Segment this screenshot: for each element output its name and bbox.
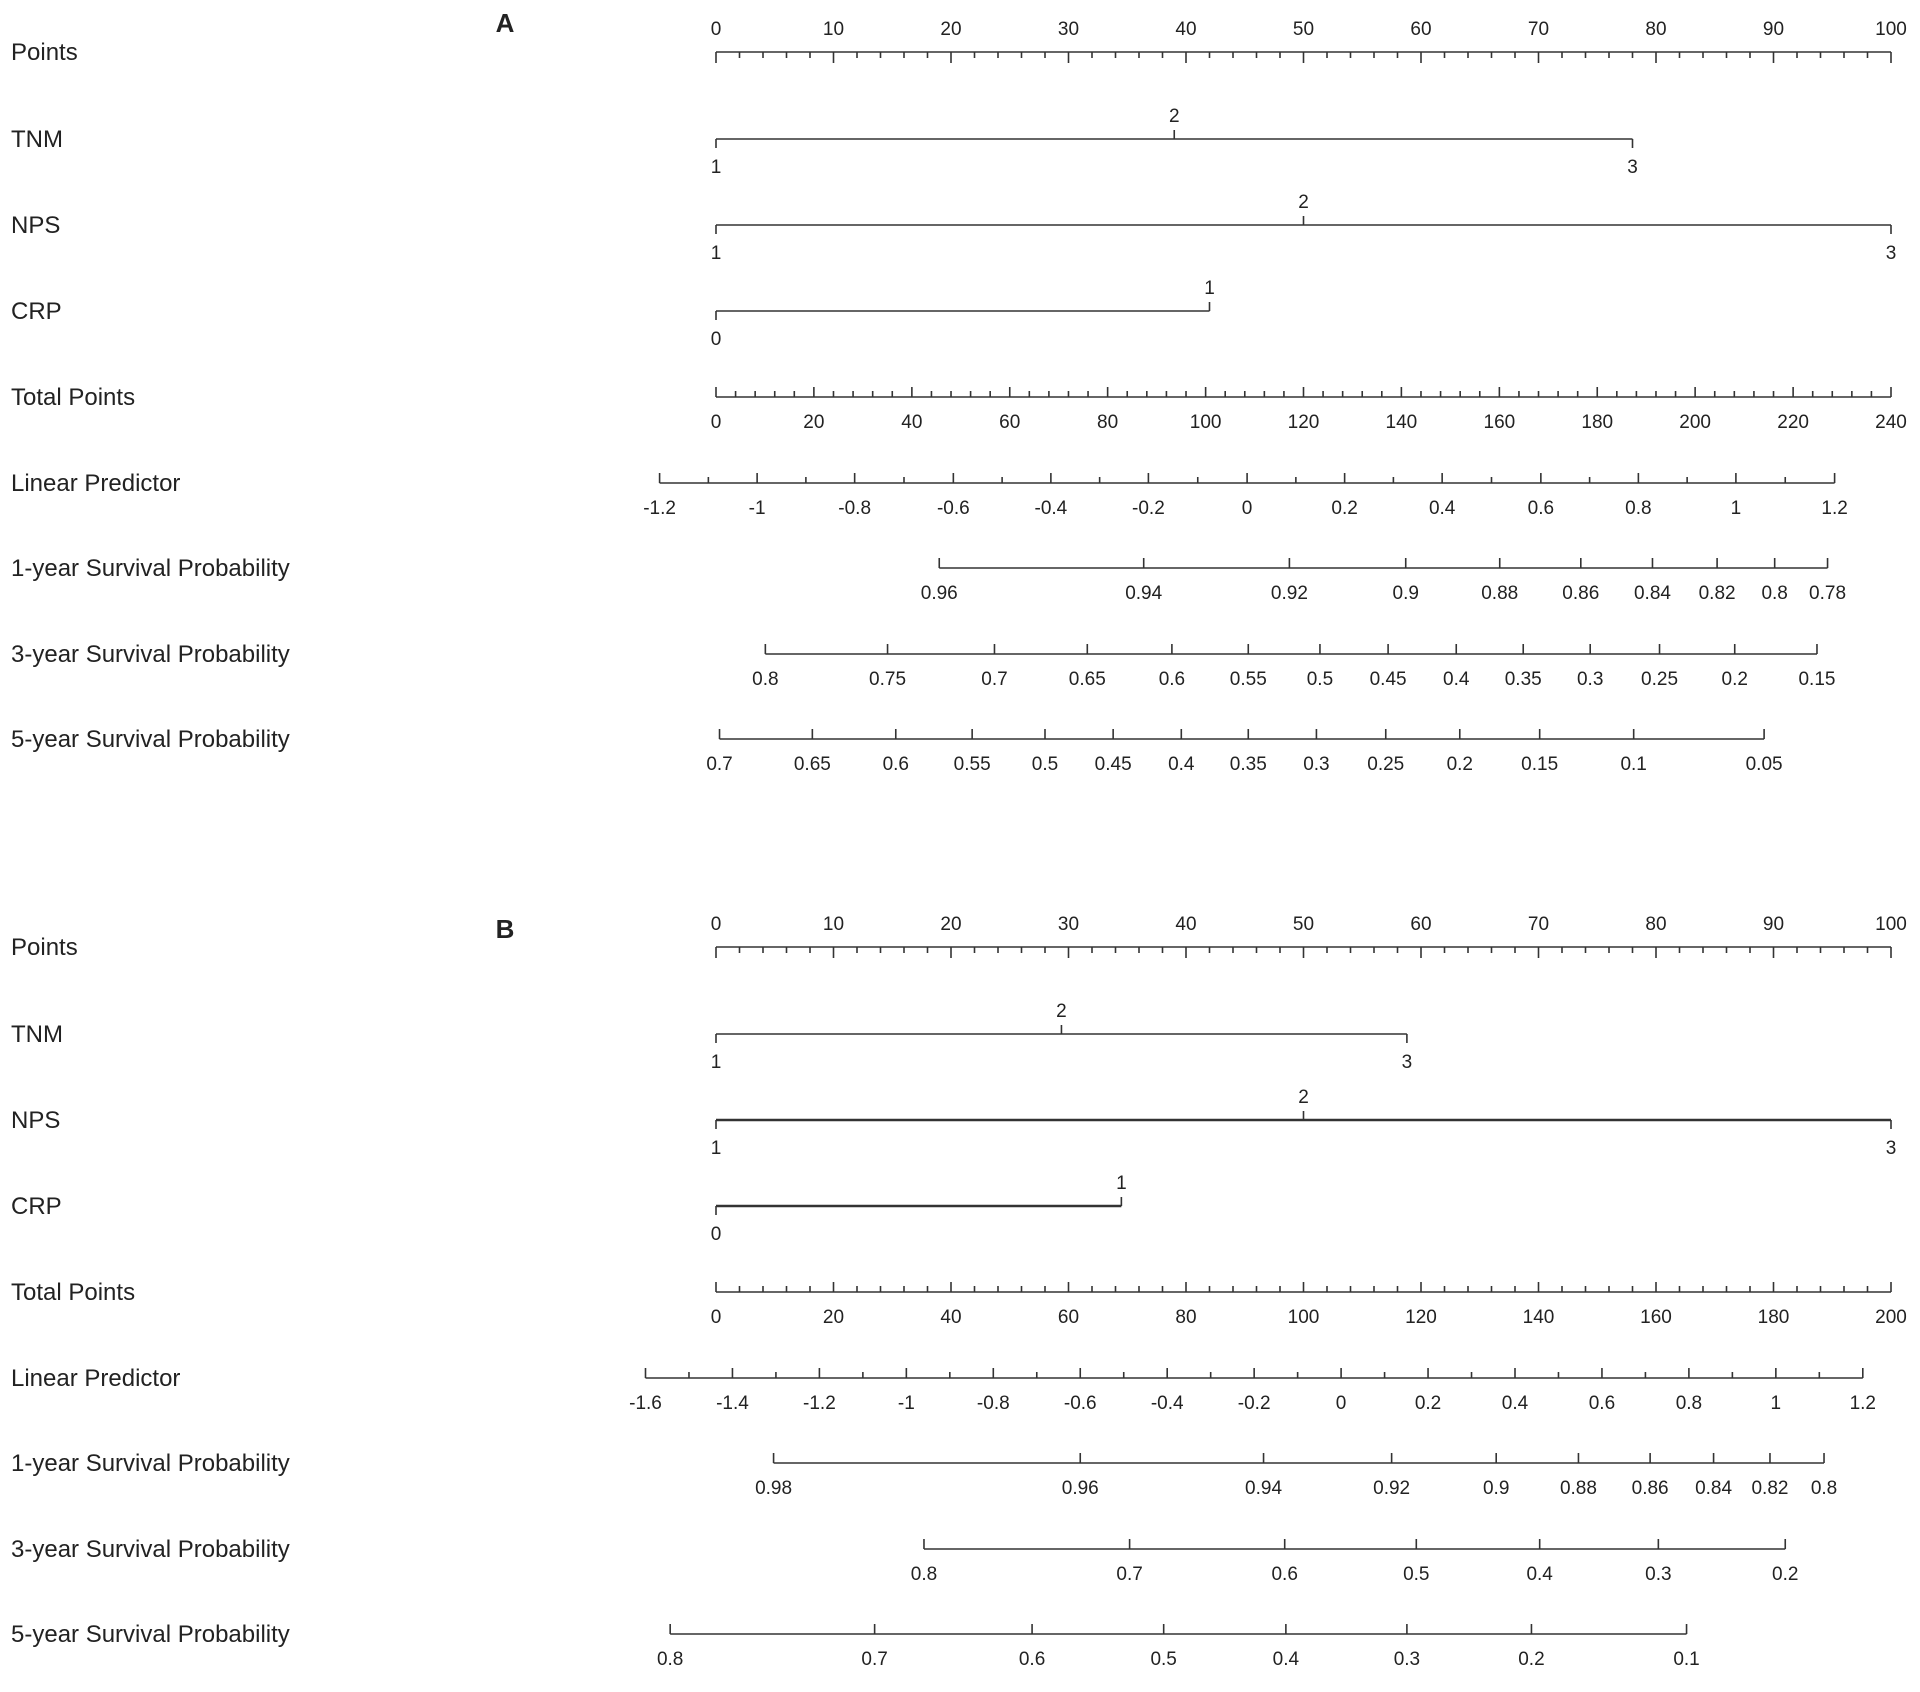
tick-label: 60	[1410, 914, 1432, 935]
level-label: 1	[710, 157, 722, 178]
row-total-points	[11, 1279, 1907, 1328]
tick-label: 0.6	[882, 754, 909, 775]
row-1-year-survival-probability	[11, 555, 1846, 604]
tick-label: 100	[1875, 914, 1907, 935]
tick-label: 20	[803, 412, 825, 433]
tick-label: 0.7	[1116, 1564, 1143, 1585]
tick-label: -1	[748, 498, 766, 519]
panel-letter: B	[495, 914, 515, 944]
row-total-points	[11, 384, 1907, 433]
tick-label: 0.25	[1367, 754, 1405, 775]
tick-label: -0.4	[1150, 1393, 1184, 1414]
tick-label: -0.6	[936, 498, 970, 519]
row-tnm	[11, 106, 1638, 178]
tick-label: 30	[1057, 914, 1080, 935]
tick-label: 160	[1483, 412, 1516, 433]
tick-label: 0.96	[1061, 1478, 1099, 1499]
tick-label: 1.2	[1821, 498, 1848, 519]
row-nps	[11, 192, 1896, 264]
level-label: 1	[710, 243, 722, 264]
row-linear-predictor	[11, 1365, 1876, 1414]
tick-label: 50	[1292, 914, 1315, 935]
row-crp	[11, 278, 1215, 350]
tick-label: 60	[1057, 1307, 1080, 1328]
level-label: 2	[1298, 1087, 1309, 1108]
tick-label: 60	[999, 412, 1021, 433]
level-label: 1	[710, 1052, 722, 1073]
level-label: 0	[710, 329, 722, 350]
tick-label: 0.2	[1446, 754, 1473, 775]
tick-label: 40	[1175, 19, 1197, 40]
tick-label: 80	[1645, 914, 1667, 935]
level-label: 3	[1401, 1052, 1413, 1073]
tick-label: 0.8	[1625, 498, 1652, 519]
tick-label: 0.8	[1675, 1393, 1703, 1414]
tick-label: 0.9	[1482, 1478, 1510, 1499]
tick-label: -0.8	[976, 1393, 1010, 1414]
tick-label: 60	[1410, 19, 1432, 40]
tick-label: 20	[940, 914, 962, 935]
tick-label: 0.2	[1414, 1393, 1442, 1414]
row-label: Points	[11, 39, 78, 66]
panel-a	[11, 8, 1907, 775]
tick-label: -1.2	[803, 1393, 836, 1414]
tick-label: 0	[1241, 498, 1253, 519]
row-label: Linear Predictor	[11, 470, 181, 497]
tick-label: 0.8	[656, 1649, 684, 1670]
tick-label: 0.94	[1125, 583, 1163, 604]
tick-label: 20	[940, 19, 962, 40]
tick-label: -0.6	[1063, 1393, 1097, 1414]
tick-label: 90	[1762, 19, 1785, 40]
row-label: Total Points	[11, 384, 136, 411]
tick-label: 0.84	[1633, 583, 1671, 604]
tick-label: 50	[1292, 19, 1315, 40]
tick-label: -1.6	[629, 1393, 662, 1414]
row-tnm	[11, 1001, 1412, 1073]
row-label: NPS	[11, 1107, 61, 1134]
row-label: 1-year Survival Probability	[11, 1450, 290, 1477]
tick-label: 0.84	[1695, 1478, 1733, 1499]
tick-label: 0.86	[1631, 1478, 1669, 1499]
row-label: CRP	[11, 1193, 62, 1220]
tick-label: 0.5	[1031, 754, 1059, 775]
tick-label: 40	[940, 1307, 962, 1328]
tick-label: 120	[1287, 412, 1320, 433]
level-label: 2	[1056, 1001, 1067, 1022]
tick-label: 0.45	[1094, 754, 1132, 775]
tick-label: 200	[1875, 1307, 1907, 1328]
tick-label: 0.9	[1392, 583, 1419, 604]
tick-label: 1.2	[1849, 1393, 1877, 1414]
level-label: 1	[1204, 278, 1215, 299]
tick-label: 0.3	[1303, 754, 1330, 775]
tick-label: 180	[1757, 1307, 1790, 1328]
tick-label: 0.15	[1521, 754, 1559, 775]
tick-label: -0.8	[838, 498, 872, 519]
level-label: 2	[1298, 192, 1309, 213]
tick-label: -0.4	[1034, 498, 1068, 519]
tick-label: 0.8	[910, 1564, 938, 1585]
row-label: Linear Predictor	[11, 1365, 181, 1392]
tick-label: 0.7	[981, 669, 1008, 690]
tick-label: 0.3	[1393, 1649, 1421, 1670]
tick-label: 0.78	[1809, 583, 1847, 604]
tick-label: 100	[1189, 412, 1222, 433]
row-3-year-survival-probability	[11, 1536, 1798, 1585]
tick-label: 0.2	[1518, 1649, 1545, 1670]
row-label: Points	[11, 934, 78, 961]
row-points	[11, 19, 1907, 66]
row-label: 1-year Survival Probability	[11, 555, 290, 582]
row-points	[11, 914, 1907, 961]
tick-label: 0.2	[1721, 669, 1748, 690]
row-label: 3-year Survival Probability	[11, 641, 290, 668]
tick-label: 10	[822, 914, 845, 935]
level-label: 3	[1885, 1138, 1897, 1159]
tick-label: 70	[1527, 19, 1550, 40]
tick-label: 0.4	[1501, 1393, 1529, 1414]
row-nps	[11, 1087, 1896, 1159]
level-label: 1	[1116, 1173, 1127, 1194]
tick-label: 200	[1679, 412, 1711, 433]
tick-label: 0.7	[706, 754, 733, 775]
tick-label: 0	[710, 1307, 722, 1328]
tick-label: 1	[1730, 498, 1742, 519]
tick-label: 0.8	[752, 669, 779, 690]
tick-label: 0.3	[1645, 1564, 1672, 1585]
tick-label: 0.2	[1772, 1564, 1799, 1585]
tick-label: 0	[710, 19, 722, 40]
tick-label: 0.5	[1306, 669, 1334, 690]
tick-label: 0.65	[793, 754, 831, 775]
tick-label: 0.55	[953, 754, 991, 775]
level-label: 0	[710, 1224, 722, 1245]
tick-label: 0.15	[1798, 669, 1836, 690]
tick-label: 0.4	[1168, 754, 1195, 775]
row-crp	[11, 1173, 1127, 1245]
tick-label: -0.2	[1237, 1393, 1271, 1414]
tick-label: 0.6	[1527, 498, 1555, 519]
tick-label: 0.3	[1576, 669, 1604, 690]
tick-label: 0.92	[1270, 583, 1308, 604]
tick-label: 0.6	[1271, 1564, 1298, 1585]
tick-label: 10	[822, 19, 845, 40]
tick-label: 0.55	[1229, 669, 1267, 690]
row-1-year-survival-probability	[11, 1450, 1837, 1499]
tick-label: 0.7	[861, 1649, 888, 1670]
tick-label: 160	[1640, 1307, 1672, 1328]
tick-label: 0.88	[1481, 583, 1519, 604]
tick-label: 90	[1762, 914, 1785, 935]
level-label: 3	[1885, 243, 1897, 264]
row-label: 3-year Survival Probability	[11, 1536, 290, 1563]
tick-label: 0.5	[1150, 1649, 1177, 1670]
tick-label: 180	[1581, 412, 1614, 433]
level-label: 1	[710, 1138, 722, 1159]
row-label: Total Points	[11, 1279, 136, 1306]
row-label: 5-year Survival Probability	[11, 1621, 290, 1648]
tick-label: 0.6	[1588, 1393, 1616, 1414]
row-5-year-survival-probability	[11, 726, 1783, 775]
tick-label: 0.92	[1373, 1478, 1411, 1499]
tick-label: 0.8	[1810, 1478, 1838, 1499]
tick-label: 0	[710, 412, 722, 433]
row-5-year-survival-probability	[11, 1621, 1700, 1670]
tick-label: 40	[1175, 914, 1197, 935]
row-3-year-survival-probability	[11, 641, 1835, 690]
tick-label: 0.82	[1698, 583, 1736, 604]
tick-label: 100	[1875, 19, 1907, 40]
tick-label: 0.1	[1673, 1649, 1700, 1670]
tick-label: 0.75	[869, 669, 907, 690]
tick-label: -0.2	[1132, 498, 1165, 519]
tick-label: 0.6	[1018, 1649, 1046, 1670]
tick-label: 0.4	[1443, 669, 1470, 690]
tick-label: -1.2	[643, 498, 676, 519]
tick-label: 0.35	[1504, 669, 1542, 690]
level-label: 2	[1168, 106, 1180, 127]
tick-label: 80	[1097, 412, 1119, 433]
tick-label: 80	[1175, 1307, 1197, 1328]
tick-label: 1	[1770, 1393, 1782, 1414]
tick-label: 0.5	[1403, 1564, 1430, 1585]
row-linear-predictor	[11, 470, 1848, 519]
tick-label: 0.82	[1751, 1478, 1789, 1499]
tick-label: 70	[1527, 914, 1550, 935]
panel-letter: A	[495, 8, 515, 38]
tick-label: 0.4	[1428, 498, 1456, 519]
tick-label: 40	[901, 412, 923, 433]
tick-label: 220	[1777, 412, 1809, 433]
tick-label: 0.25	[1641, 669, 1679, 690]
tick-label: 100	[1287, 1307, 1320, 1328]
row-label: TNM	[11, 1021, 63, 1048]
tick-label: 0.96	[920, 583, 958, 604]
row-label: NPS	[11, 212, 61, 239]
tick-label: 0	[1335, 1393, 1347, 1414]
tick-label: 20	[822, 1307, 845, 1328]
tick-label: -1	[897, 1393, 915, 1414]
tick-label: 0.98	[755, 1478, 793, 1499]
tick-label: 30	[1057, 19, 1080, 40]
tick-label: 0.45	[1369, 669, 1407, 690]
tick-label: -1.4	[716, 1393, 749, 1414]
tick-label: 0.1	[1620, 754, 1647, 775]
tick-label: 0.35	[1229, 754, 1267, 775]
tick-label: 0.8	[1761, 583, 1788, 604]
tick-label: 0.65	[1068, 669, 1106, 690]
tick-label: 0.94	[1245, 1478, 1283, 1499]
tick-label: 0.4	[1272, 1649, 1300, 1670]
tick-label: 0.6	[1158, 669, 1186, 690]
tick-label: 0.88	[1559, 1478, 1597, 1499]
tick-label: 0.05	[1745, 754, 1783, 775]
level-label: 3	[1627, 157, 1638, 178]
tick-label: 140	[1522, 1307, 1555, 1328]
tick-label: 240	[1875, 412, 1907, 433]
tick-label: 0	[710, 914, 722, 935]
tick-label: 140	[1385, 412, 1418, 433]
tick-label: 120	[1405, 1307, 1437, 1328]
tick-label: 0.4	[1526, 1564, 1553, 1585]
tick-label: 80	[1645, 19, 1667, 40]
row-label: 5-year Survival Probability	[11, 726, 290, 753]
row-label: CRP	[11, 298, 62, 325]
panel-b	[11, 914, 1907, 1670]
tick-label: 0.86	[1562, 583, 1600, 604]
row-label: TNM	[11, 126, 63, 153]
tick-label: 0.2	[1331, 498, 1358, 519]
